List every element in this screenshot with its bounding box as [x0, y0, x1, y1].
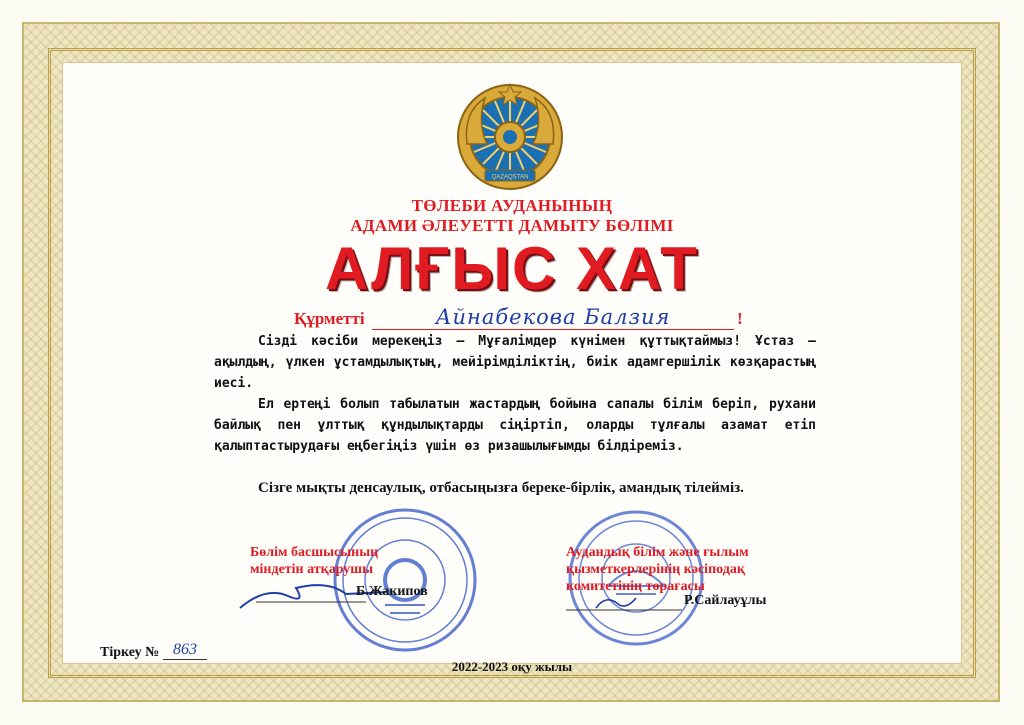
right-signatory-line1: Аудандық білім және ғылым [566, 545, 749, 560]
left-signatory-line2: міндетін атқарушы [250, 562, 374, 577]
right-signatory-title [566, 544, 749, 595]
greeting-exclamation: ! [737, 309, 743, 328]
org-name-line2: АДАМИ ӘЛЕУЕТТІ ДАМЫТУ БӨЛІМІ [350, 216, 674, 235]
right-signature-icon [566, 590, 686, 616]
registration-number: 863 [163, 641, 207, 660]
left-signatory-title [250, 544, 378, 578]
greeting: Құрметті [294, 309, 365, 328]
body-paragraph-1: Сізді кәсіби мерекеңіз – Мұғалімдер күнімен құттықтаймыз! Ұстаз – ақылдың, үлкен ұстамдылықтың, мейірімділіктің, биік адамгершілік көзқарастың иесі. [214, 334, 816, 391]
academic-year: 2022-2023 оқу жылы [451, 659, 573, 674]
left-signatory-line1: Бөлім басшысының [250, 545, 379, 560]
emblem-caption: QAZAQSTAN [491, 174, 529, 181]
left-signatory-name: Б.Жакипов [356, 584, 428, 599]
recipient-name: Айнабекова Балзия [372, 305, 734, 330]
right-signatory-line3: комитетінің төрағасы [566, 579, 705, 594]
right-signatory-line2: қызметкерлерінің кәсіподақ [566, 562, 745, 577]
certificate-title: АЛҒЫС ХАТ [325, 235, 699, 302]
right-signatory-name: Р.Сайлауұлы [684, 593, 767, 608]
org-name-line1: ТӨЛЕБИ АУДАНЫНЫҢ [411, 196, 613, 215]
state-emblem-icon [455, 82, 565, 192]
registration-label: Тіркеу № [100, 645, 160, 660]
wish-line: Сізге мықты денсаулық, отбасыңызға береке-бірлік, амандық тілейміз. [258, 480, 744, 496]
body-paragraph-2: Ел ертеңі болып табылатын жастардың бойына сапалы білім беріп, рухани байлық пен ұлттық құндылықтарды сіңіртіп, оларды тұлғалы азамат етіп қалыптастырудағы еңбегіңіз үшін өз ризашылығымды білдіреміз. [214, 397, 816, 454]
certificate-body [214, 331, 816, 457]
